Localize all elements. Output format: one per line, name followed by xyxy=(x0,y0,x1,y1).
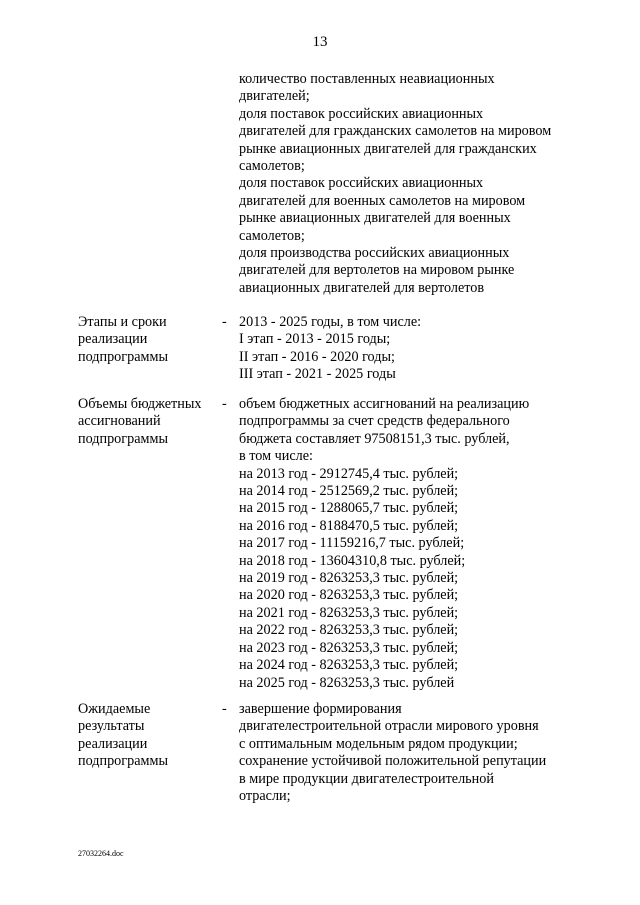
text-line: количество поставленных неавиационных xyxy=(239,71,495,87)
text-line: с оптимальным модельным рядом продукции; xyxy=(239,735,518,752)
budget-year-line: на 2019 год - 8263253,3 тыс. рублей; xyxy=(239,570,459,587)
text-line: завершение формирования xyxy=(239,701,402,717)
stages-label xyxy=(78,314,218,366)
budget-year-line: на 2014 год - 2512569,2 тыс. рублей; xyxy=(239,483,459,500)
text-line: двигателей для вертолетов на мировом рынке xyxy=(239,262,515,279)
text-line: отрасли; xyxy=(239,788,291,805)
text-line: рынке авиационных двигателей для гражданских xyxy=(239,140,537,157)
text-line: 2013 - 2025 годы, в том числе: xyxy=(239,314,422,330)
document-file-code: 27032264.doc xyxy=(78,849,124,858)
text-line: объем бюджетных ассигнований на реализацию xyxy=(239,396,530,412)
text-line: подпрограммы за счет средств федерального xyxy=(239,413,510,430)
budget-year-line: на 2017 год - 11159216,7 тыс. рублей; xyxy=(239,535,465,552)
label-line: подпрограммы xyxy=(78,348,168,365)
budget-year-line: на 2015 год - 1288065,7 тыс. рублей; xyxy=(239,500,459,517)
label-line: Этапы и сроки xyxy=(78,314,167,330)
stages-content xyxy=(239,314,579,384)
text-line: самолетов; xyxy=(239,158,305,175)
text-line: двигателей для военных самолетов на мировом xyxy=(239,192,526,209)
text-line: двигателей для гражданских самолетов на мировом xyxy=(239,123,552,140)
budget-year-line: на 2025 год - 8263253,3 тыс. рублей xyxy=(239,674,455,691)
budget-year-line: на 2023 год - 8263253,3 тыс. рублей; xyxy=(239,639,459,656)
label-line: ассигнований xyxy=(78,413,161,430)
budget-content xyxy=(239,396,579,692)
results-content xyxy=(239,701,579,805)
text-line: I этап - 2013 - 2015 годы; xyxy=(239,331,391,348)
text-line: доля производства российских авиационных xyxy=(239,245,510,262)
text-line: в том числе: xyxy=(239,448,313,465)
dash-separator: - xyxy=(222,701,227,717)
indicators-continuation xyxy=(239,71,569,297)
text-line: двигателестроительной отрасли мирового уровня xyxy=(239,718,539,735)
label-line: подпрограммы xyxy=(78,753,168,770)
text-line: двигателей; xyxy=(239,88,310,105)
budget-year-line: на 2018 год - 13604310,8 тыс. рублей; xyxy=(239,552,466,569)
text-line: доля поставок российских авиационных xyxy=(239,105,484,122)
text-line: самолетов; xyxy=(239,227,305,244)
label-line: результаты xyxy=(78,718,145,735)
text-line: сохранение устойчивой положительной репутации xyxy=(239,753,547,770)
page-number: 13 xyxy=(312,34,328,50)
label-line: реализации xyxy=(78,331,148,348)
budget-year-line: на 2022 год - 8263253,3 тыс. рублей; xyxy=(239,622,459,639)
budget-label xyxy=(78,396,218,448)
results-label xyxy=(78,701,218,771)
text-line: II этап - 2016 - 2020 годы; xyxy=(239,348,395,365)
text-line: рынке авиационных двигателей для военных xyxy=(239,210,511,227)
label-line: Объемы бюджетных xyxy=(78,396,202,412)
budget-year-line: на 2016 год - 8188470,5 тыс. рублей; xyxy=(239,517,459,534)
text-line: в мире продукции двигателестроительной xyxy=(239,770,494,787)
text-line: бюджета составляет 97508151,3 тыс. рублей, xyxy=(239,430,510,447)
dash-separator: - xyxy=(222,314,227,330)
budget-year-line: на 2020 год - 8263253,3 тыс. рублей; xyxy=(239,587,459,604)
text-line: доля поставок российских авиационных xyxy=(239,175,484,192)
label-line: реализации xyxy=(78,735,148,752)
budget-year-line: на 2024 год - 8263253,3 тыс. рублей; xyxy=(239,657,459,674)
dash-separator: - xyxy=(222,396,227,412)
label-line: Ожидаемые xyxy=(78,701,151,717)
label-line: подпрограммы xyxy=(78,430,168,447)
budget-year-line: на 2013 год - 2912745,4 тыс. рублей; xyxy=(239,465,459,482)
text-line: III этап - 2021 - 2025 годы xyxy=(239,366,396,383)
budget-year-line: на 2021 год - 8263253,3 тыс. рублей; xyxy=(239,604,459,621)
text-line: авиационных двигателей для вертолетов xyxy=(239,279,485,296)
